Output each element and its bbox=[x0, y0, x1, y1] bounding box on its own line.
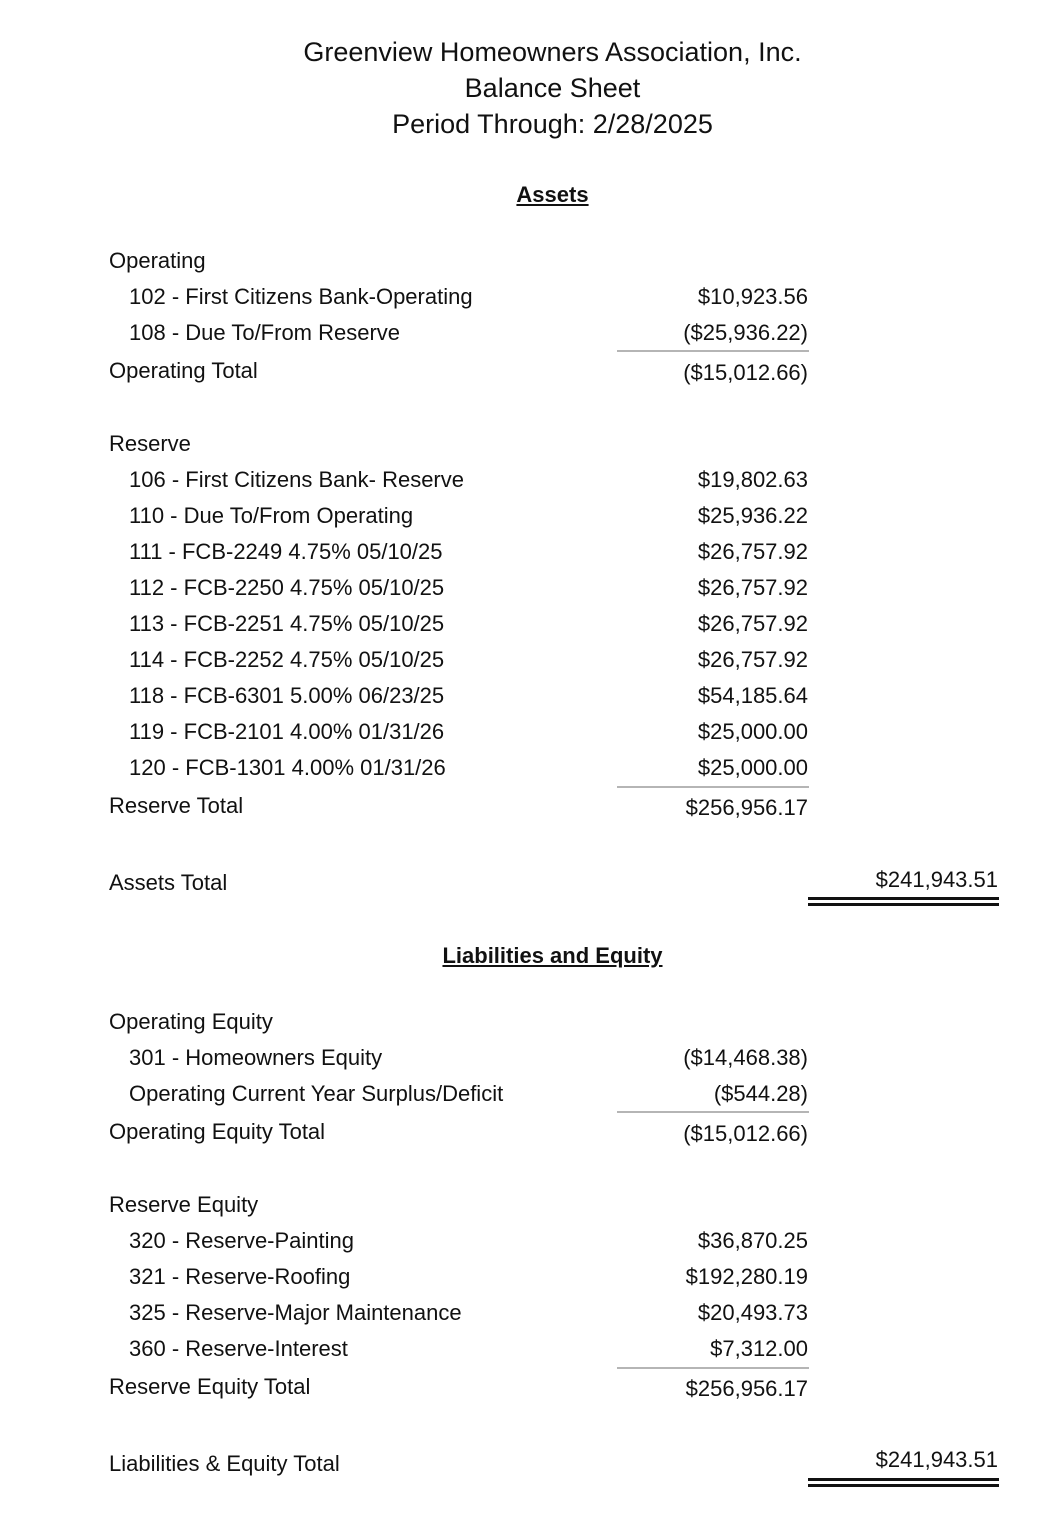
account-label: 325 - Reserve-Major Maintenance bbox=[129, 1300, 462, 1325]
account-label: 360 - Reserve-Interest bbox=[129, 1336, 348, 1361]
assets-total-label: Assets Total bbox=[109, 870, 228, 895]
account-label: 321 - Reserve-Roofing bbox=[129, 1264, 351, 1289]
assets-total-amount: $241,943.51 bbox=[875, 867, 998, 892]
account-label: 110 - Due To/From Operating bbox=[129, 503, 414, 528]
account-amount: $19,802.63 bbox=[697, 467, 808, 492]
account-label: 113 - FCB-2251 4.75% 05/10/25 bbox=[129, 611, 445, 636]
account-label: 108 - Due To/From Reserve bbox=[129, 320, 401, 345]
account-amount: ($544.28) bbox=[713, 1081, 808, 1106]
account-label: 119 - FCB-2101 4.00% 01/31/26 bbox=[129, 719, 445, 744]
operating-group-label: Operating bbox=[109, 248, 206, 273]
account-amount: $25,000.00 bbox=[697, 755, 808, 780]
account-amount: $25,936.22 bbox=[697, 503, 808, 528]
account-amount: $7,312.00 bbox=[710, 1336, 808, 1361]
account-label: 102 - First Citizens Bank-Operating bbox=[129, 284, 473, 309]
reserve-equity-group-label: Reserve Equity bbox=[109, 1192, 259, 1217]
account-label: 320 - Reserve-Painting bbox=[129, 1228, 355, 1253]
operating-equity-total-amount: ($15,012.66) bbox=[683, 1121, 808, 1146]
reserve-group-label: Reserve bbox=[109, 431, 191, 456]
subtotal-rule bbox=[617, 350, 809, 352]
account-label: 112 - FCB-2250 4.75% 05/10/25 bbox=[129, 575, 445, 600]
account-label: 301 - Homeowners Equity bbox=[129, 1045, 383, 1070]
organization-name: Greenview Homeowners Association, Inc. bbox=[303, 37, 802, 67]
account-amount: $26,757.92 bbox=[697, 539, 808, 564]
account-amount: $25,000.00 bbox=[697, 719, 808, 744]
account-label: 118 - FCB-6301 5.00% 06/23/25 bbox=[129, 683, 445, 708]
liabilities-equity-total-amount: $241,943.51 bbox=[875, 1447, 998, 1472]
reserve-equity-total-amount: $256,956.17 bbox=[685, 1376, 808, 1401]
account-amount: $36,870.25 bbox=[697, 1228, 808, 1253]
grand-total-double-rule bbox=[808, 1478, 999, 1487]
reserve-total-amount: $256,956.17 bbox=[685, 795, 808, 820]
operating-total-label: Operating Total bbox=[109, 358, 258, 383]
reserve-equity-total-label: Reserve Equity Total bbox=[109, 1374, 311, 1399]
report-period: Period Through: 2/28/2025 bbox=[392, 109, 713, 139]
operating-equity-group-label: Operating Equity bbox=[109, 1009, 273, 1034]
account-amount: $26,757.92 bbox=[697, 647, 808, 672]
account-amount: ($14,468.38) bbox=[683, 1045, 808, 1070]
subtotal-rule bbox=[617, 786, 809, 788]
subtotal-rule bbox=[617, 1111, 809, 1113]
account-amount: $10,923.56 bbox=[697, 284, 808, 309]
account-amount: $20,493.73 bbox=[697, 1300, 808, 1325]
account-label: 120 - FCB-1301 4.00% 01/31/26 bbox=[129, 755, 446, 780]
account-amount: $26,757.92 bbox=[697, 575, 808, 600]
liabilities-equity-total-label: Liabilities & Equity Total bbox=[109, 1451, 340, 1476]
operating-equity-total-label: Operating Equity Total bbox=[109, 1119, 326, 1144]
account-label: 111 - FCB-2249 4.75% 05/10/25 bbox=[129, 539, 443, 564]
account-label: Operating Current Year Surplus/Deficit bbox=[129, 1081, 504, 1106]
account-label: 106 - First Citizens Bank- Reserve bbox=[129, 467, 464, 492]
account-amount: $26,757.92 bbox=[697, 611, 808, 636]
account-amount: ($25,936.22) bbox=[683, 320, 808, 345]
account-amount: $192,280.19 bbox=[685, 1264, 808, 1289]
account-label: 114 - FCB-2252 4.75% 05/10/25 bbox=[129, 647, 445, 672]
grand-total-double-rule bbox=[808, 897, 999, 906]
reserve-total-label: Reserve Total bbox=[109, 793, 244, 818]
account-amount: $54,185.64 bbox=[697, 683, 808, 708]
assets-heading: Assets bbox=[516, 182, 589, 207]
liabilities-equity-heading: Liabilities and Equity bbox=[442, 943, 663, 968]
operating-total-amount: ($15,012.66) bbox=[683, 360, 808, 385]
report-title: Balance Sheet bbox=[464, 73, 641, 103]
subtotal-rule bbox=[617, 1367, 809, 1369]
